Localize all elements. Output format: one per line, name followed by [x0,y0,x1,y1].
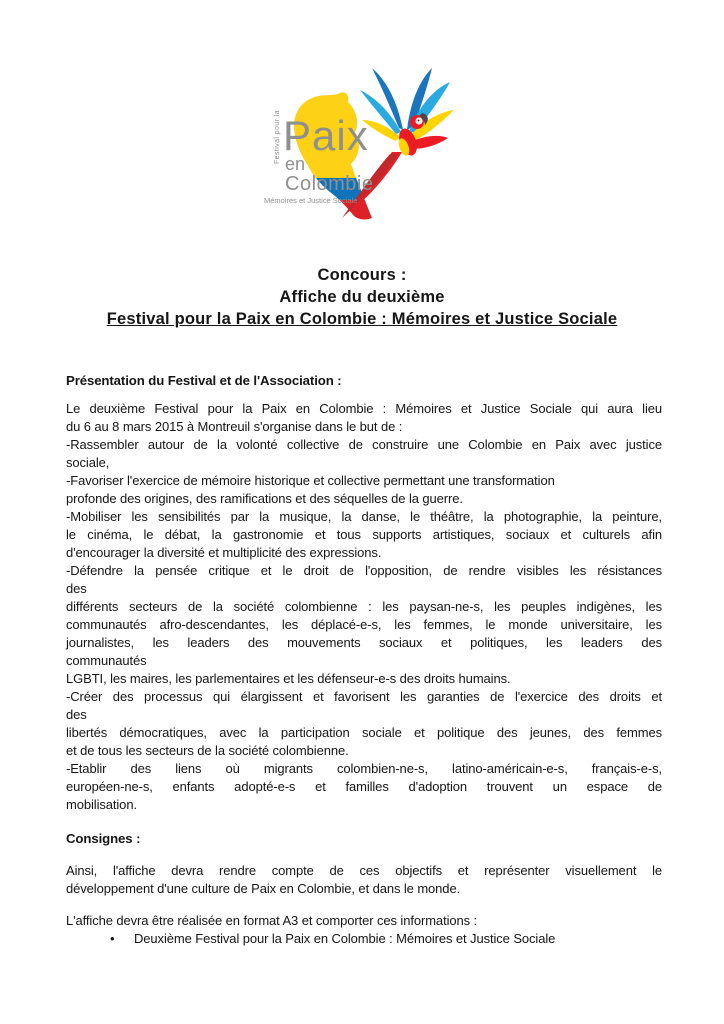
body-line: le cinéma, le débat, la gastronomie et tous supports artistiques, sociaux et culturels afin [66,527,662,542]
body-line: développement d'une culture de Paix en Colombie, et dans le monde. [66,881,461,896]
body-line: d'encourager la diversité et multiplicité des expressions. [66,545,382,560]
body-line: des [66,707,87,722]
body-line: -Favoriser l'exercice de mémoire historique et collective permettant une transformation [66,473,555,488]
body-line: du 6 au 8 mars 2015 à Montreuil s'organise dans le but de : [66,419,403,434]
body-line: journalistes, les leaders des mouvements sociaux et politiques, les leaders des [66,635,662,650]
bullet-icon: • [110,931,115,946]
body-line: -Défendre la pensée critique et le droit de l'opposition, de rendre visibles les résistances [66,563,662,578]
logo-wordmark [264,110,373,205]
body-line: sociale, [66,455,110,470]
logo-vertical-label: Festival pour la [274,110,281,164]
body-line: mobilisation. [66,797,137,812]
logo-word-paix: Paix [283,112,369,159]
body-line: -Etablir des liens où migrants colombien-ne-s, latino-américain-e-s, français-e-s, [66,761,662,776]
body-line: -Créer des processus qui élargissent et favorisent les garanties de l'exercice des droits et [66,689,662,704]
consignes-heading: Consignes : [66,831,141,846]
body-line: -Mobiliser les sensibilités par la musique, la danse, le théâtre, la photographie, la peinture, [66,509,662,524]
logo-word-colombie: Colombie [285,173,374,195]
body-line: libertés démocratiques, avec la participation sociale et politique des jeunes, des femmes [66,725,662,740]
body-line: communautés afro-descendantes, les déplacé-e-s, les femmes, le monde universitaire, les [66,617,662,632]
body-line: différents secteurs de la société colombienne : les paysan-ne-s, les peuples indigènes, les [66,599,662,614]
body-line: LGBTI, les maires, les parlementaires et les défenseur-e-s des droits humains. [66,671,511,686]
festival-logo-art [252,60,472,236]
body-line: Le deuxième Festival pour la Paix en Colombie : Mémoires et Justice Sociale qui aura lieu [66,401,662,416]
document-body [66,372,662,948]
body-line: européen-ne-s, enfants adopté-e-s et familles d'adoption trouvent un espace de [66,779,662,794]
body-line: Ainsi, l'affiche devra rendre compte de ces objectifs et représenter visuellement le [66,863,662,878]
body-line: et de tous les secteurs de la société colombienne. [66,743,349,758]
title-line-1: Concours : [317,266,407,284]
bullet-item [66,930,662,948]
body-line: des [66,581,87,596]
title-line-2: Affiche du deuxième [279,288,445,306]
body-line: profonde des origines, des ramifications et des séquelles de la guerre. [66,491,463,506]
format-requirement-line: L'affiche devra être réalisée en format A3 et comporter ces informations : [66,913,478,928]
logo-word-en: en [285,154,306,174]
logo-tagline: Mémoires et Justice Sociale [264,196,358,205]
presentation-heading: Présentation du Festival et de l'Association : [66,373,342,388]
title-line-3: Festival pour la Paix en Colombie : Mémoires et Justice Sociale [106,310,618,328]
body-line: communautés [66,653,147,668]
body-line: -Rassembler autour de la volonté collective de construire une Colombie en Paix avec justice [66,437,662,452]
document-title [0,264,724,330]
bullet-text: Deuxième Festival pour la Paix en Colombie : Mémoires et Justice Sociale [134,931,556,946]
festival-logo [252,60,472,236]
